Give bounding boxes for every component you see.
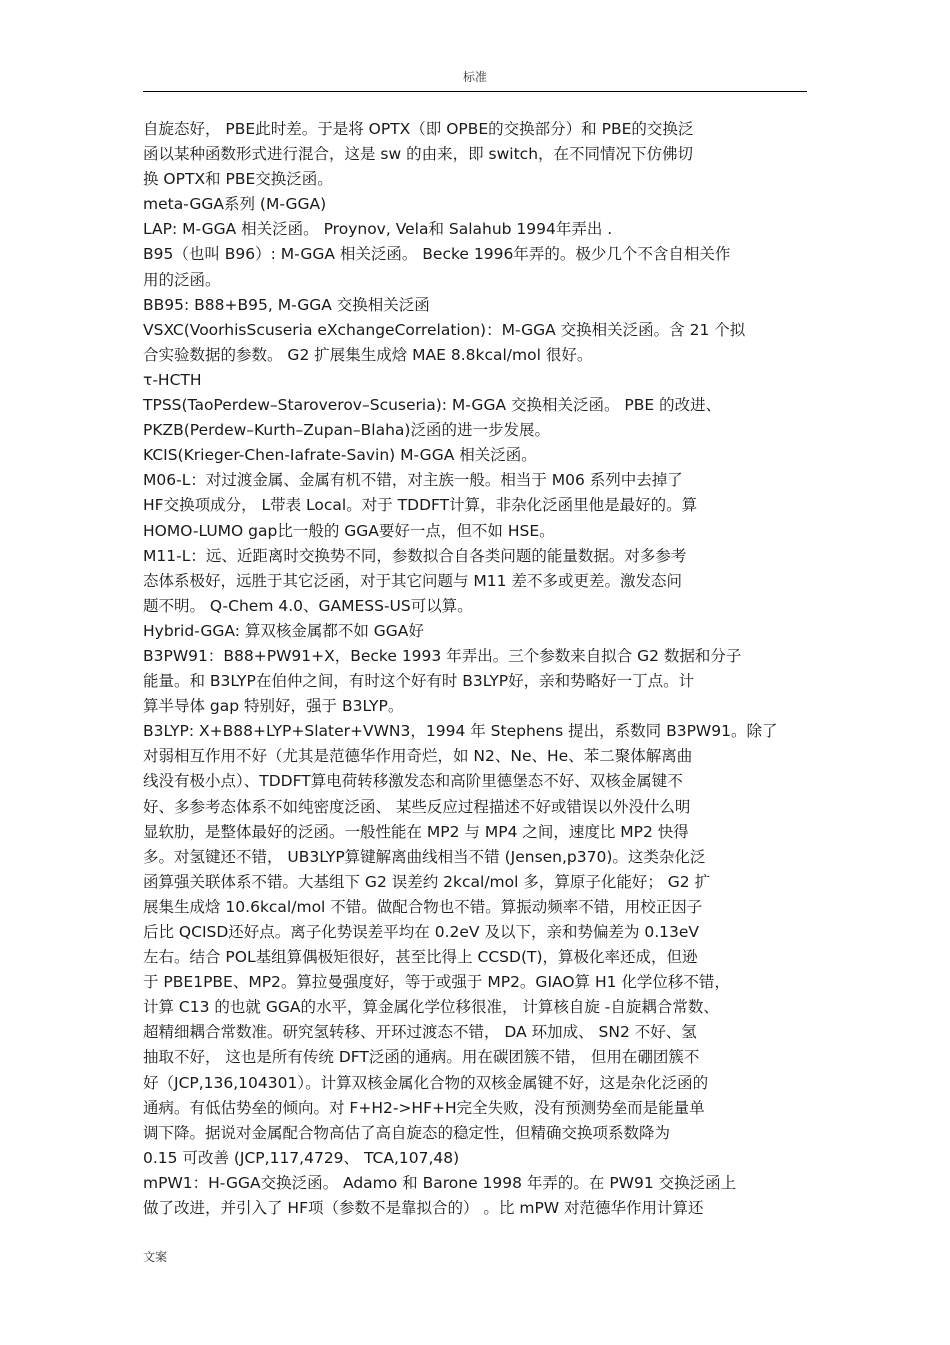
- text-line: 线没有极小点）、TDDFT算电荷转移激发态和高阶里德堡态不好、双核金属键不: [143, 772, 683, 791]
- text-line: LAP: M-GGA 相关泛函。 Proynov, Vela和 Salahub 1994年弄出 .: [143, 220, 613, 239]
- text-line: BB95: B88+B95, M-GGA 交换相关泛函: [143, 295, 430, 314]
- text-line: KCIS(Krieger-Chen-Iafrate-Savin) M-GGA 相关泛函。: [143, 446, 537, 465]
- text-line: 态体系极好，远胜于其它泛函，对于其它问题与 M11 差不多或更差。激发态问: [143, 571, 682, 590]
- text-line: B95（也叫 B96）: M-GGA 相关泛函。 Becke 1996年弄的。极少几个不含自相关作: [143, 245, 731, 264]
- text-line: 计算 C13 的也就 GGA的水平，算金属化学位移很准， 计算核自旋 -自旋耦合常数、: [143, 998, 719, 1017]
- text-line: 算半导体 gap 特别好，强于 B3LYP。: [143, 697, 404, 716]
- text-line: HF交换项成分， L带表 Local。对于 TDDFT计算，非杂化泛函里他是最好的。算: [143, 496, 698, 515]
- text-line: 调下降。据说对金属配合物高估了高自旋态的稳定性，但精确交换项系数降为: [143, 1123, 671, 1142]
- text-line: 好（JCP,136,104301）。计算双核金属化合物的双核金属键不好，这是杂化泛函的: [143, 1073, 709, 1092]
- text-line: 自旋态好， PBE此时差。于是将 OPTX（即 OPBE的交换部分）和 PBE的交换泛: [143, 120, 694, 138]
- text-line: 多。对氢键还不错， UB3LYP算键解离曲线相当不错 (Jensen,p370)。这类杂化泛: [143, 847, 706, 866]
- text-line: 抽取不好， 这也是所有传统 DFT泛函的通病。用在碳团簇不错， 但用在硼团簇不: [143, 1048, 700, 1067]
- text-line: 做了改进，并引入了 HF项（参数不是靠拟合的） 。比 mPW 对范德华作用计算还: [143, 1199, 704, 1218]
- text-line: 用的泛函。: [143, 270, 221, 289]
- page-footer: 文案: [143, 1250, 168, 1264]
- text-line: HOMO-LUMO gap比一般的 GGA要好一点，但不如 HSE。: [143, 521, 555, 540]
- text-line: τ-HCTH: [143, 370, 202, 389]
- text-line: 能量。和 B3LYP在伯仲之间，有时这个好有时 B3LYP好，亲和势略好一丁点。计: [143, 672, 695, 691]
- section-heading: meta-GGA系列 (M-GGA): [143, 195, 327, 214]
- text-line: B3LYP: X+B88+LYP+Slater+VWN3，1994 年 Stephens 提出，系数同 B3PW91。除了: [143, 722, 778, 741]
- text-line: 后比 QCISD还好点。离子化势误差平均在 0.2eV 及以下，亲和势偏差为 0.13eV: [143, 923, 700, 941]
- page-header: 标准: [462, 70, 487, 84]
- text-line: 函算强关联体系不错。大基组下 G2 误差约 2kcal/mol 多，算原子化能好； G2 扩: [143, 872, 711, 891]
- text-line: 题不明。 Q-Chem 4.0、GAMESS-US可以算。: [143, 596, 473, 615]
- text-line: mPW1：H-GGA交换泛函。 Adamo 和 Barone 1998 年弄的。在 PW91 交换泛函上: [143, 1173, 737, 1192]
- header-divider: [143, 91, 807, 92]
- text-line: 左右。结合 POL基组算偶极矩很好，甚至比得上 CCSD(T)，算极化率还成，但逊: [143, 948, 698, 967]
- text-line: M06-L：对过渡金属、金属有机不错，对主族一般。相当于 M06 系列中去掉了: [143, 471, 683, 490]
- text-line: 合实验数据的参数。 G2 扩展集生成焓 MAE 8.8kcal/mol 很好。: [143, 345, 593, 364]
- text-line: 超精细耦合常数准。研究氢转移、开环过渡态不错， DA 环加成、 SN2 不好、氢: [143, 1023, 697, 1042]
- document-body: [143, 117, 807, 1221]
- text-line: 通病。有低估势垒的倾向。对 F+H2->HF+H完全失败，没有预测势垒而是能量单: [143, 1098, 705, 1117]
- text-line: 换 OPTX和 PBE交换泛函。: [143, 170, 333, 189]
- text-line: 显软肋，是整体最好的泛函。一般性能在 MP2 与 MP4 之间，速度比 MP2 快得: [143, 822, 689, 841]
- text-line: 展集生成焓 10.6kcal/mol 不错。做配合物也不错。算振动频率不错，用校正因子: [143, 897, 703, 916]
- text-line: PKZB(Perdew–Kurth–Zupan–Blaha)泛函的进一步发展。: [143, 421, 550, 440]
- section-heading: Hybrid-GGA: 算双核金属都不如 GGA好: [143, 621, 424, 640]
- text-line: 好、多参考态体系不如纯密度泛函、 某些反应过程描述不好或错误以外没什么明: [143, 797, 691, 816]
- text-line: B3PW91：B88+PW91+X，Becke 1993 年弄出。三个参数来自拟合 G2 数据和分子: [143, 646, 742, 665]
- text-line: 对弱相互作用不好（尤其是范德华作用奇烂，如 N2、Ne、He、苯二聚体解离曲: [143, 747, 693, 766]
- text-line: 于 PBE1PBE、MP2。算拉曼强度好，等于或强于 MP2。GIAO算 H1 化学位移不错，: [143, 973, 730, 992]
- text-line: TPSS(TaoPerdew–Staroverov–Scuseria): M-GGA 交换相关泛函。 PBE 的改进、: [143, 396, 722, 415]
- text-line: 函以某种函数形式进行混合，这是 sw 的由来，即 switch，在不同情况下仿佛切: [143, 145, 694, 164]
- text-line: 0.15 可改善 (JCP,117,4729、 TCA,107,48): [143, 1148, 460, 1167]
- text-line: M11-L：远、近距离时交换势不同，参数拟合自各类问题的能量数据。对多参考: [143, 546, 687, 565]
- text-line: VSXC(VoorhisScuseria eXchangeCorrelation)：M-GGA 交换相关泛函。含 21 个拟: [143, 320, 746, 339]
